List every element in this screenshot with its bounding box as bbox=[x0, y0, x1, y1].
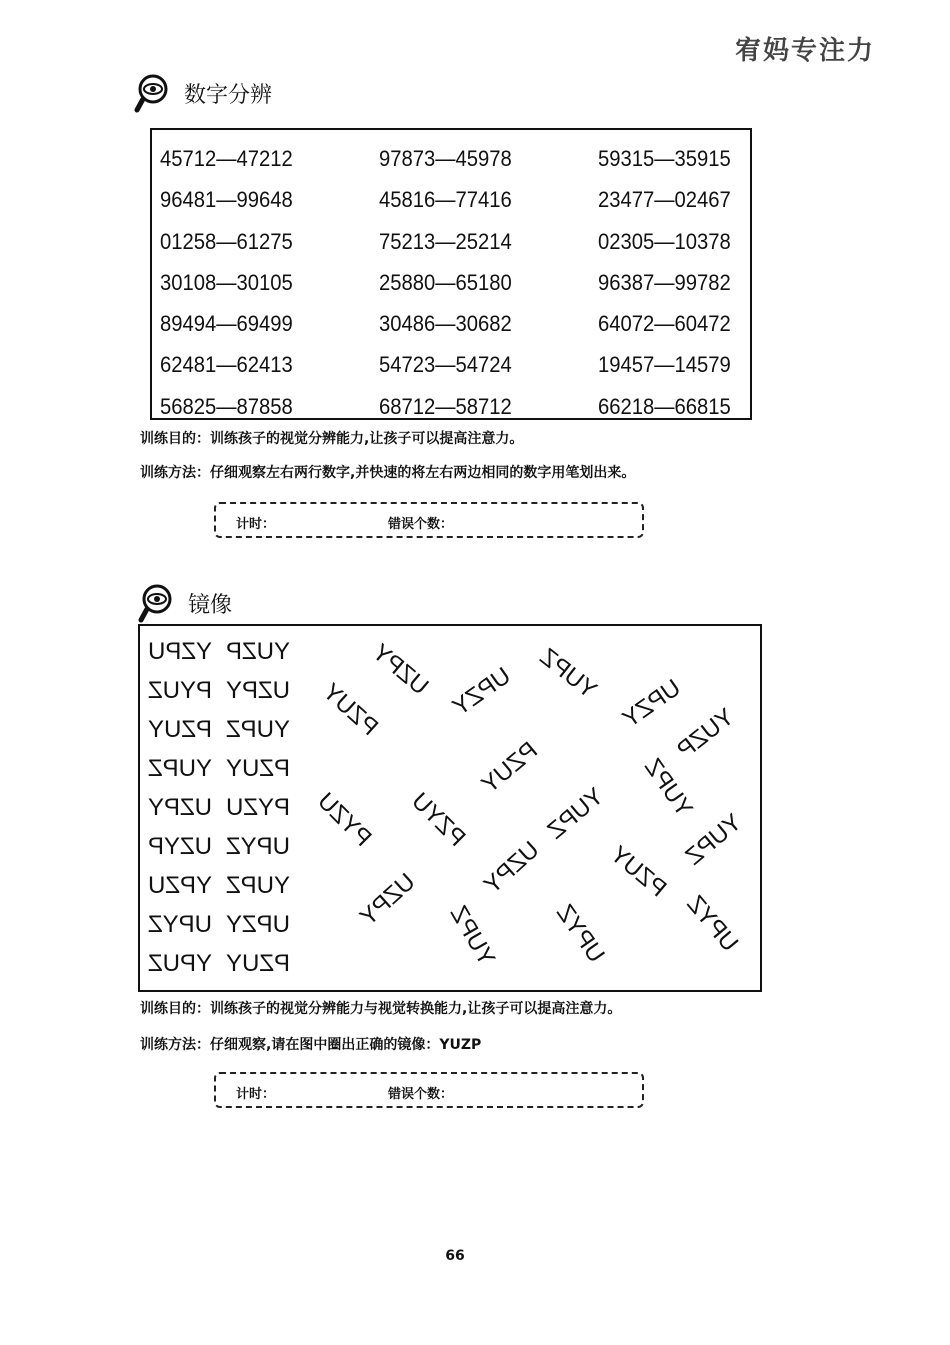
scattered-word[interactable]: PZUY bbox=[605, 840, 672, 903]
mirror-word: YPUZ bbox=[148, 950, 213, 977]
section-header-number-discrimination bbox=[134, 72, 272, 114]
timer-label: 计时： bbox=[236, 517, 276, 532]
training-method: 训练方法：仔细观察,请在图中圈出正确的镜像：YUZP bbox=[140, 1037, 482, 1053]
scattered-word[interactable]: UPYZ bbox=[550, 899, 610, 968]
training-goal: 训练目的：训练孩子的视觉分辨能力与视觉转换能力,让孩子可以提高注意力。 bbox=[140, 1001, 622, 1017]
timer-label: 计时： bbox=[236, 1087, 276, 1102]
mirror-pair-row bbox=[148, 950, 290, 978]
mirror-pair-row bbox=[148, 755, 290, 783]
number-pair: 96481—99648 bbox=[160, 187, 293, 213]
page-number: 66 bbox=[445, 1248, 465, 1264]
number-pair: 02305—10378 bbox=[598, 228, 731, 254]
scattered-word[interactable]: UZPY bbox=[478, 836, 545, 900]
training-goal: 训练目的：训练孩子的视觉分辨能力,让孩子可以提高注意力。 bbox=[140, 431, 524, 447]
mirror-word: PZUY bbox=[226, 950, 291, 977]
mirror-word: PZUY bbox=[226, 755, 291, 782]
scattered-word[interactable]: UZPY bbox=[367, 638, 434, 701]
training-method: 训练方法：仔细观察左右两行数字,并快速的将左右两边相同的数字用笔划出来。 bbox=[140, 465, 636, 481]
scattered-word[interactable]: UZPY bbox=[354, 868, 421, 932]
magnifier-eye-icon bbox=[134, 72, 176, 114]
scattered-word[interactable]: YUZP bbox=[672, 703, 740, 764]
timer-box[interactable] bbox=[214, 1072, 644, 1108]
number-pair: 97873—45978 bbox=[379, 146, 512, 171]
brand-title: 宥妈专注力 bbox=[735, 36, 876, 66]
mirror-word: YUPZ bbox=[148, 755, 213, 782]
mirror-word: UZPY bbox=[148, 794, 213, 821]
mirror-pair-row bbox=[148, 716, 290, 744]
scattered-word[interactable]: UPZY bbox=[617, 674, 686, 734]
scattered-word[interactable]: UPYZ bbox=[681, 890, 744, 957]
mirror-word: PYUZ bbox=[148, 677, 213, 704]
scattered-word[interactable]: PZUY bbox=[476, 736, 543, 799]
mirror-word: UPYZ bbox=[148, 911, 213, 938]
mirror-puzzle-box bbox=[138, 624, 762, 992]
mirror-pair-row bbox=[148, 638, 290, 666]
mirror-word: YPZU bbox=[148, 872, 213, 899]
mirror-pair-row bbox=[148, 833, 290, 861]
mirror-word: UZYP bbox=[148, 833, 213, 860]
section-title: 镜像 bbox=[188, 592, 233, 618]
scattered-word[interactable]: PZUY bbox=[317, 678, 384, 742]
scattered-word[interactable]: YUPZ bbox=[680, 808, 747, 871]
number-pair: 19457—14579 bbox=[598, 352, 731, 378]
scattered-word[interactable]: UPZY bbox=[447, 662, 516, 722]
number-pair: 54723—54724 bbox=[379, 352, 512, 378]
mirror-word: UPYZ bbox=[226, 833, 291, 860]
number-pair: 68712—58712 bbox=[379, 393, 512, 419]
mirror-word: UPZY bbox=[226, 911, 291, 938]
section-header-mirror bbox=[138, 582, 232, 624]
mirror-pair-row bbox=[148, 794, 290, 822]
number-pair: 56825—87858 bbox=[160, 393, 293, 419]
number-pair: 30486—30682 bbox=[379, 311, 512, 337]
number-pair: 64072—60472 bbox=[598, 311, 731, 337]
mirror-word: PZUY bbox=[148, 716, 213, 743]
scattered-word[interactable]: YUPZ bbox=[444, 901, 501, 971]
number-pair: 25880—65180 bbox=[379, 269, 512, 295]
number-pair: 75213—25214 bbox=[379, 228, 512, 254]
number-pair: 45712—47212 bbox=[160, 146, 293, 171]
number-pair: 66218—66815 bbox=[598, 393, 731, 419]
mirror-word: YZPU bbox=[148, 638, 213, 665]
mirror-pair-row bbox=[148, 677, 290, 705]
number-pair: 01258—61275 bbox=[160, 228, 293, 254]
number-pair: 59315—35915 bbox=[598, 146, 731, 171]
scattered-word[interactable]: YUPZ bbox=[638, 753, 698, 822]
mirror-word: YUPZ bbox=[226, 872, 291, 899]
scattered-word[interactable]: PYZU bbox=[312, 787, 377, 852]
mirror-pair-row bbox=[148, 911, 290, 939]
errors-label: 错误个数： bbox=[388, 1087, 454, 1102]
mirror-word: YUZP bbox=[226, 638, 291, 665]
timer-box[interactable] bbox=[214, 502, 644, 538]
mirror-word: YUPZ bbox=[226, 716, 291, 743]
number-pair: 89494—69499 bbox=[160, 311, 293, 337]
number-pair: 45816—77416 bbox=[379, 187, 512, 213]
scattered-word[interactable]: YUPZ bbox=[534, 643, 602, 704]
number-pair: 62481—62413 bbox=[160, 352, 293, 378]
mirror-word: UZPY bbox=[226, 677, 291, 704]
errors-label: 错误个数： bbox=[388, 517, 454, 532]
section-title: 数字分辨 bbox=[184, 82, 273, 108]
number-pairs-box bbox=[150, 128, 752, 420]
number-pair: 30108—30105 bbox=[160, 269, 293, 295]
number-pairs-grid bbox=[160, 138, 750, 427]
number-pair: 96387—99782 bbox=[598, 269, 731, 295]
scattered-word[interactable]: PZYU bbox=[406, 787, 471, 852]
number-pair: 23477—02467 bbox=[598, 187, 731, 213]
mirror-pair-row bbox=[148, 872, 290, 900]
magnifier-eye-icon bbox=[138, 582, 180, 624]
scattered-word[interactable]: YUPZ bbox=[542, 782, 609, 845]
mirror-word: PYZU bbox=[226, 794, 291, 821]
